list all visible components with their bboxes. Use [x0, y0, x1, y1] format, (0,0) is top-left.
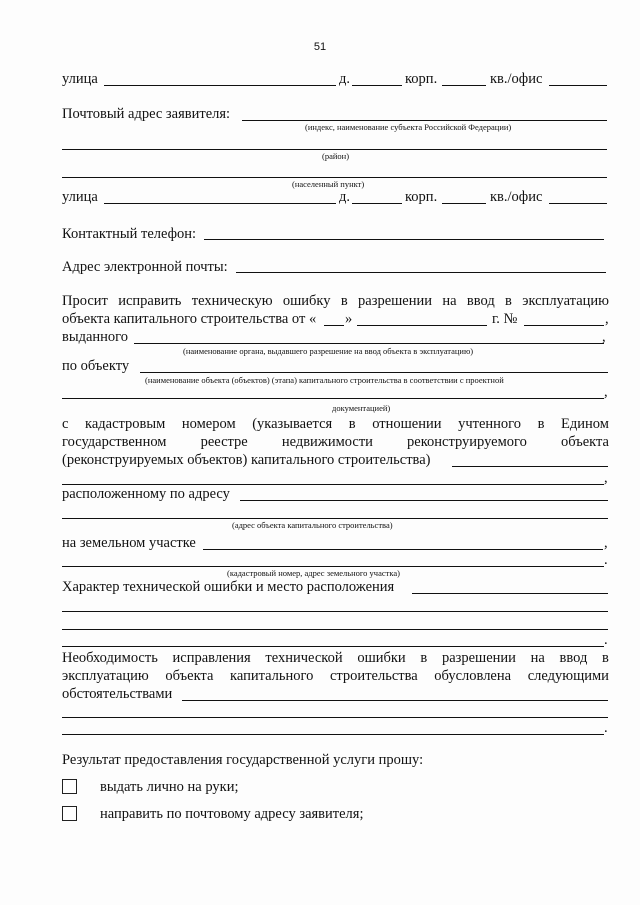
request-word: в: [505, 293, 512, 309]
settlement-caption: (населенный пункт): [292, 179, 365, 189]
error-nature-field[interactable]: [412, 593, 608, 594]
object-field-2[interactable]: [62, 398, 604, 399]
circumstances-field-3[interactable]: [62, 734, 604, 735]
street-label-2: улица: [62, 189, 98, 205]
result-label: Результат предоставления государственной услуги прошу:: [62, 752, 424, 768]
necessity-word: исправления: [172, 650, 251, 666]
street-label: улица: [62, 71, 98, 87]
object-address-caption: (адрес объекта капитального строительства): [232, 520, 393, 530]
land-plot-label: на земельном участке: [62, 535, 196, 551]
permit-day-field[interactable]: [324, 325, 344, 326]
necessity-word: обусловлена: [434, 668, 512, 684]
cadastral-word: с: [62, 416, 69, 432]
necessity-word: в: [602, 650, 609, 666]
apartment-field[interactable]: [549, 85, 607, 86]
cadastral-word: объекта: [560, 434, 609, 450]
postal-index-field[interactable]: [242, 120, 607, 121]
request-word: эксплуатацию: [522, 293, 609, 309]
object-label: по объекту: [62, 358, 130, 374]
land-plot-field-2[interactable]: [62, 566, 604, 567]
located-label: расположенному по адресу: [62, 486, 230, 502]
district-caption: (район): [322, 151, 350, 161]
cadastral-word: Едином: [561, 416, 609, 432]
email-label: Адрес электронной почты:: [62, 259, 228, 275]
building-label-2: корп.: [405, 189, 438, 205]
error-nature-field-3[interactable]: [62, 629, 608, 630]
punctuation-period: .: [604, 632, 608, 648]
cadastral-line-1: [62, 416, 609, 432]
issuer-caption: (наименование органа, выдавшего разрешение на ввод объекта в эксплуатацию): [183, 346, 474, 356]
cadastral-number-field-2[interactable]: [62, 484, 604, 485]
cadastral-word: реестре: [200, 434, 248, 450]
request-word: техническую: [191, 293, 273, 309]
request-word: на: [442, 293, 457, 309]
cadastral-word: отношении: [372, 416, 442, 432]
house-field[interactable]: [352, 85, 402, 86]
necessity-word: строительства: [329, 668, 418, 684]
punctuation-comma: ,: [605, 311, 609, 327]
punctuation-period: .: [604, 552, 608, 568]
building-field-2[interactable]: [442, 203, 486, 204]
circumstances-field-2[interactable]: [62, 717, 608, 718]
option-in-person-label: выдать лично на руки;: [100, 779, 239, 795]
necessity-word: эксплуатацию: [62, 668, 149, 684]
apartment-label-2: кв./офис: [490, 189, 543, 205]
request-word: исправить: [118, 293, 182, 309]
error-nature-label: Характер технической ошибки и место расположения: [62, 579, 395, 595]
punctuation-comma: ,: [604, 384, 608, 400]
settlement-field[interactable]: [62, 177, 607, 178]
cadastral-word: кадастровым: [85, 416, 166, 432]
issued-label: выданного: [62, 329, 129, 345]
necessity-word: разрешении: [441, 650, 516, 666]
necessity-line-1: [62, 650, 609, 666]
object-field[interactable]: [140, 372, 608, 373]
cadastral-word: реконструируемого: [407, 434, 527, 450]
object-address-field-2[interactable]: [62, 518, 608, 519]
request-word: в: [340, 293, 348, 309]
postal-index-caption: (индекс, наименование субъекта Российской Федерации): [305, 122, 512, 132]
house-label-2: д.: [339, 189, 351, 205]
cadastral-word: (указывается: [252, 416, 333, 432]
apartment-field-2[interactable]: [549, 203, 607, 204]
object-caption: (наименование объекта (объектов) (этапа) капитального строительства в соответствии с проектной: [145, 375, 504, 385]
necessity-word: ввод: [559, 650, 588, 666]
cadastral-line-2: [62, 434, 609, 450]
necessity-word: Необходимость: [62, 650, 158, 666]
necessity-word: объекта: [165, 668, 214, 684]
request-close-quote: »: [345, 311, 353, 327]
punctuation-comma: ,: [604, 470, 608, 486]
cadastral-word: в: [537, 416, 545, 432]
email-field[interactable]: [236, 272, 606, 273]
request-word: ввод: [466, 293, 495, 309]
house-field-2[interactable]: [352, 203, 402, 204]
district-field[interactable]: [62, 149, 607, 150]
street-field-2[interactable]: [104, 203, 336, 204]
street-field[interactable]: [104, 85, 336, 86]
object-address-field[interactable]: [240, 500, 608, 501]
necessity-word: на: [530, 650, 545, 666]
request-line-1: [62, 293, 609, 309]
request-line-2-prefix: объекта капитального строительства от «: [62, 311, 317, 327]
permit-month-field[interactable]: [357, 325, 487, 326]
necessity-line-2: [62, 668, 609, 684]
necessity-word: в: [420, 650, 428, 666]
building-label: корп.: [405, 71, 438, 87]
apartment-label: кв./офис: [490, 71, 543, 87]
circumstances-field[interactable]: [182, 700, 608, 701]
request-word: ошибку: [282, 293, 331, 309]
object-caption-2: документацией): [332, 403, 391, 413]
necessity-word: следующими: [527, 668, 609, 684]
cadastral-word: государственном: [62, 434, 167, 450]
option-mail-checkbox[interactable]: [62, 806, 77, 821]
cadastral-word: недвижимости: [281, 434, 373, 450]
land-plot-field[interactable]: [203, 549, 603, 550]
land-plot-caption: (кадастровый номер, адрес земельного участка): [227, 568, 400, 578]
building-field[interactable]: [442, 85, 486, 86]
error-nature-field-4[interactable]: [62, 646, 604, 647]
request-word: Просит: [62, 293, 108, 309]
cadastral-line-3: (реконструируемых объектов) капитального строительства): [62, 452, 431, 468]
punctuation-comma: ,: [602, 329, 606, 345]
cadastral-word: в: [348, 416, 356, 432]
necessity-line-3: обстоятельствами: [62, 686, 173, 702]
cadastral-number-field[interactable]: [452, 466, 608, 467]
cadastral-word: номером: [181, 416, 236, 432]
error-nature-field-2[interactable]: [62, 611, 608, 612]
necessity-word: капитального: [230, 668, 314, 684]
postal-address-label: Почтовый адрес заявителя:: [62, 106, 231, 122]
phone-label: Контактный телефон:: [62, 226, 197, 242]
page-number: 51: [313, 41, 327, 53]
permit-number-field[interactable]: [524, 325, 604, 326]
issuer-field[interactable]: [134, 343, 604, 344]
punctuation-comma: ,: [604, 535, 608, 551]
punctuation-period: .: [604, 720, 608, 736]
cadastral-word: учтенного: [458, 416, 521, 432]
option-mail-label: направить по почтовому адресу заявителя;: [100, 806, 364, 822]
permit-year-label: г. №: [492, 311, 518, 327]
request-word: разрешении: [358, 293, 433, 309]
house-label: д.: [339, 71, 351, 87]
phone-field[interactable]: [204, 239, 604, 240]
necessity-word: ошибки: [357, 650, 406, 666]
necessity-word: технической: [265, 650, 343, 666]
option-in-person-checkbox[interactable]: [62, 779, 77, 794]
